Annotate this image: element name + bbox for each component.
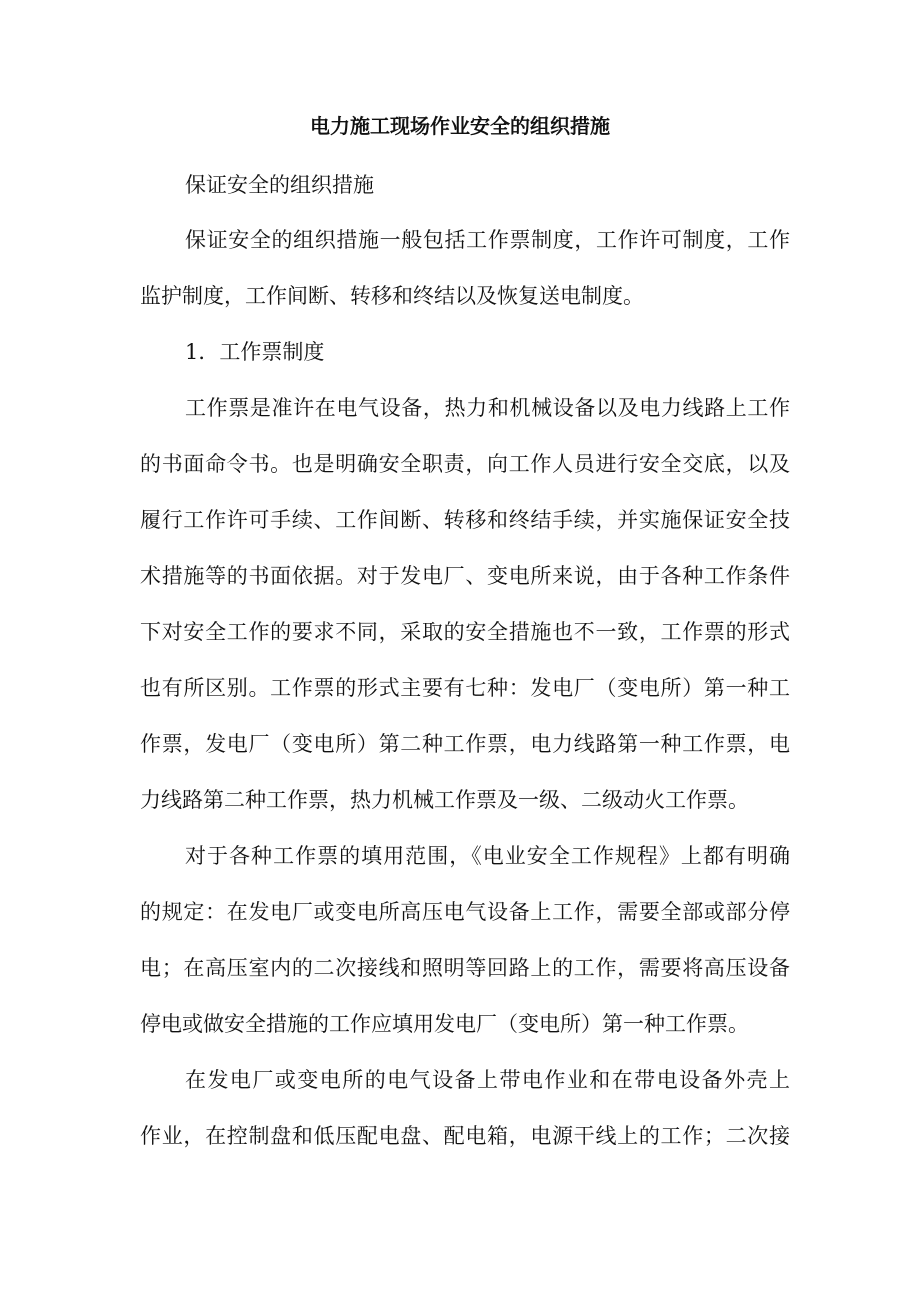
paragraph-line: 作票，发电厂（变电所）第二种工作票，电力线路第一种工作票，电 bbox=[140, 732, 790, 756]
paragraph-line: 的规定：在发电厂或变电所高压电气设备上工作，需要全部或部分停 bbox=[140, 900, 790, 924]
paragraph-line: 的书面命令书。也是明确安全职责，向工作人员进行安全交底，以及 bbox=[140, 452, 790, 476]
paragraph-line: 术措施等的书面依据。对于发电厂、变电所来说，由于各种工作条件 bbox=[140, 564, 790, 588]
paragraph-line: 在发电厂或变电所的电气设备上带电作业和在带电设备外壳上 bbox=[185, 1068, 790, 1092]
paragraph-line: 对于各种工作票的填用范围，《电业安全工作规程》上都有明确 bbox=[185, 844, 790, 868]
paragraph-line: 下对安全工作的要求不同，采取的安全措施也不一致，工作票的形式 bbox=[140, 620, 790, 644]
document-title: 电力施工现场作业安全的组织措施 bbox=[310, 114, 610, 138]
paragraph-line: 力线路第二种工作票，热力机械工作票及一级、二级动火工作票。 bbox=[140, 788, 749, 812]
paragraph-line: 监护制度，工作间断、转移和终结以及恢复送电制度。 bbox=[140, 284, 644, 308]
paragraph-line: 作业，在控制盘和低压配电盘、配电箱，电源干线上的工作；二次接 bbox=[140, 1124, 790, 1148]
paragraph-line: 履行工作许可手续、工作间断、转移和终结手续，并实施保证安全技 bbox=[140, 508, 790, 532]
paragraph-line: 工作票是准许在电气设备，热力和机械设备以及电力线路上工作 bbox=[185, 396, 790, 420]
subsection-heading: 1．工作票制度 bbox=[185, 340, 325, 364]
paragraph-line: 保证安全的组织措施一般包括工作票制度，工作许可制度，工作 bbox=[185, 228, 790, 252]
section-heading: 保证安全的组织措施 bbox=[185, 173, 374, 197]
paragraph-line: 停电或做安全措施的工作应填用发电厂（变电所）第一种工作票。 bbox=[140, 1012, 749, 1036]
paragraph-line: 电；在高压室内的二次接线和照明等回路上的工作，需要将高压设备 bbox=[140, 956, 790, 980]
paragraph-line: 也有所区别。工作票的形式主要有七种：发电厂（变电所）第一种工 bbox=[140, 676, 790, 700]
